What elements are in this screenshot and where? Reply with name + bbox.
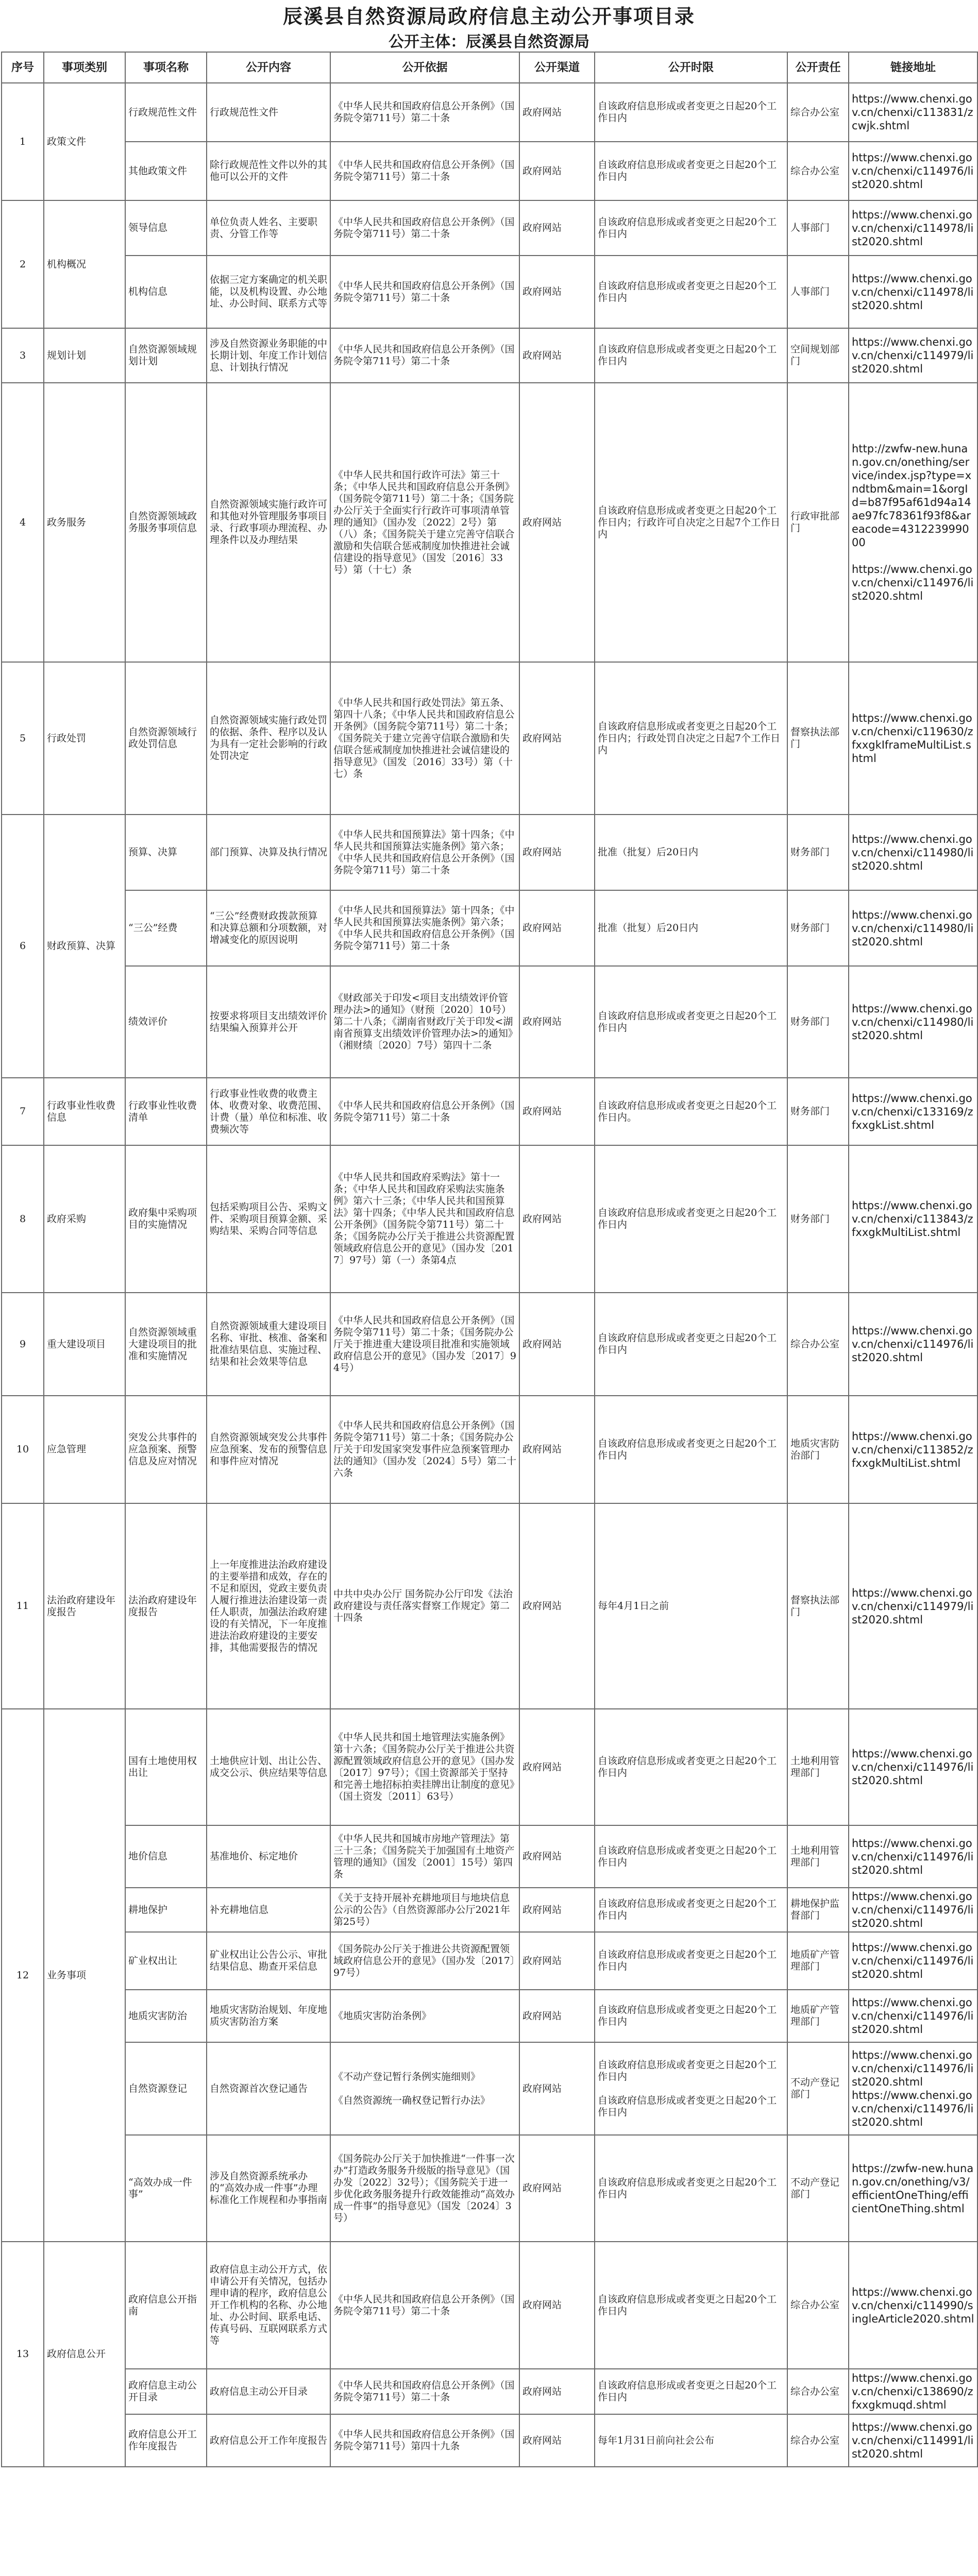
item-name-cell: 政府信息公开指南 xyxy=(125,2242,207,2369)
link-cell[interactable]: https://www.chenxi.gov.cn/chenxi/c114990/singleArticle2020.shtml xyxy=(849,2242,977,2369)
duty-cell: 行政审批部门 xyxy=(787,383,849,662)
table-row xyxy=(2,2369,977,2414)
channel-cell: 政府网站 xyxy=(519,1709,595,1825)
content-cell: 矿业权出让公告公示、审批结果信息、勘查开采信息 xyxy=(207,1932,330,1990)
basis-cell: 中共中央办公厅 国务院办公厅印发《法治政府建设与责任落实督察工作规定》第二十四条 xyxy=(330,1503,519,1709)
basis-cell: 《中华人民共和国城市房地产管理法》第三十三条；《国务院关于加强国有土地资产管理的通知》（国发〔2001〕15号）第四条 xyxy=(330,1825,519,1888)
basis-cell: 《中华人民共和国预算法》第十四条；《中华人民共和国预算法实施条例》第六条；《中华人民共和国政府信息公开条例》（国务院令第711号）第二十条 xyxy=(330,815,519,890)
col-header-link: 链接地址 xyxy=(849,52,977,83)
item-name-cell: 耕地保护 xyxy=(125,1888,207,1932)
table-row xyxy=(2,1145,977,1293)
basis-cell: 《中华人民共和国政府信息公开条例》（国务院令第711号）第二十条 xyxy=(330,1078,519,1145)
basis-cell: 《中华人民共和国政府信息公开条例》（国务院令第711号）第二十条 xyxy=(330,142,519,200)
basis-cell: 《中华人民共和国政府信息公开条例》（国务院令第711号）第四十九条 xyxy=(330,2414,519,2467)
channel-cell: 政府网站 xyxy=(519,83,595,142)
basis-cell: 《国务院办公厅关于推进公共资源配置领域政府信息公开的意见》（国办发〔2017〕97号） xyxy=(330,1932,519,1990)
duty-cell: 综合办公室 xyxy=(787,2369,849,2414)
deadline-cell: 批准（批复）后20日内 xyxy=(595,890,787,966)
col-header-no: 序号 xyxy=(2,52,44,83)
row-number-cell: 9 xyxy=(2,1293,44,1396)
duty-cell: 督察执法部门 xyxy=(787,662,849,815)
category-cell: 重大建设项目 xyxy=(44,1293,125,1396)
content-cell: 单位负责人姓名、主要职责、分管工作等 xyxy=(207,200,330,256)
category-cell: 财政预算、决算 xyxy=(44,815,125,1078)
item-name-cell: 自然资源领域政务服务事项信息 xyxy=(125,383,207,662)
content-cell: 自然资源首次登记通告 xyxy=(207,2042,330,2135)
basis-cell: 《财政部关于印发<项目支出绩效评价管理办法>的通知》（财预〔2020〕10号）第二十八条；《湖南省财政厅关于印发<湖南省预算支出绩效评价管理办法>的通知》（湘财绩〔2020〕7号）第四十二条 xyxy=(330,966,519,1078)
item-name-cell: 政府信息公开工作年度报告 xyxy=(125,2414,207,2467)
item-name-cell: 地价信息 xyxy=(125,1825,207,1888)
duty-cell: 财务部门 xyxy=(787,815,849,890)
link-cell[interactable]: https://www.chenxi.gov.cn/chenxi/c114980/list2020.shtml xyxy=(849,815,977,890)
category-cell: 业务事项 xyxy=(44,1709,125,2242)
table-row xyxy=(2,1932,977,1990)
table-row xyxy=(2,1293,977,1396)
item-name-cell: 机构信息 xyxy=(125,256,207,328)
basis-cell: 《中华人民共和国行政处罚法》第五条、第四十八条；《中华人民共和国政府信息公开条例》（国务院令第711号）第二十条；《国务院关于建立完善守信联合激励和失信联合惩戒制度加快推进社会诚信建设的指导意见》（国发〔2016〕33号）第（十七）条 xyxy=(330,662,519,815)
category-cell: 政府采购 xyxy=(44,1145,125,1293)
content-cell: 涉及自然资源系统承办的“高效办成一件事”办理标准化工作规程和办事指南 xyxy=(207,2135,330,2242)
link-cell[interactable]: https://www.chenxi.gov.cn/chenxi/c114976/list2020.shtml xyxy=(849,1293,977,1396)
table-row xyxy=(2,1396,977,1503)
duty-cell: 综合办公室 xyxy=(787,1293,849,1396)
duty-cell: 地质灾害防治部门 xyxy=(787,1396,849,1503)
col-header-name: 事项名称 xyxy=(125,52,207,83)
item-name-cell: 突发公共事件的应急预案、预警信息及应对情况 xyxy=(125,1396,207,1503)
item-name-cell: 自然资源领域规划计划 xyxy=(125,328,207,383)
item-name-cell: 矿业权出让 xyxy=(125,1932,207,1990)
table-row xyxy=(2,1888,977,1932)
link-cell[interactable]: http://zwfw-new.hunan.gov.cn/onething/service/index.jsp?type=xndtbm&main=1&orgId=b87f95af61d94a14ae97fc78361f93f8&areacode=431223999000 https://www.chenxi.gov.cn/chenxi/c114976/list2020.shtml xyxy=(849,383,977,662)
item-name-cell: “三公”经费 xyxy=(125,890,207,966)
content-cell: 包括采购项目公告、采购文件、采购项目预算金额、采购结果、采购合同等信息 xyxy=(207,1145,330,1293)
link-cell[interactable]: https://www.chenxi.gov.cn/chenxi/c138690/zfxxgkmuqd.shtml xyxy=(849,2369,977,2414)
duty-cell: 督察执法部门 xyxy=(787,1503,849,1709)
channel-cell: 政府网站 xyxy=(519,2242,595,2369)
channel-cell: 政府网站 xyxy=(519,1396,595,1503)
deadline-cell: 自该政府信息形成或者变更之日起20个工作日内；行政许可自决定之日起7个工作日内 xyxy=(595,383,787,662)
basis-cell: 《国务院办公厅关于加快推进“一件事一次办”打造政务服务升级版的指导意见》（国办发〔2022〕32号）；《国务院关于进一步优化政务服务提升行政效能推动“高效办成一件事”的指导意见》（国发〔2024〕3号） xyxy=(330,2135,519,2242)
deadline-cell: 自该政府信息形成或者变更之日起20个工作日内 xyxy=(595,2242,787,2369)
row-number-cell: 11 xyxy=(2,1503,44,1709)
category-cell: 法治政府建设年度报告 xyxy=(44,1503,125,1709)
deadline-cell: 批准（批复）后20日内 xyxy=(595,815,787,890)
channel-cell: 政府网站 xyxy=(519,966,595,1078)
table-row xyxy=(2,200,977,256)
table-row xyxy=(2,890,977,966)
link-cell[interactable]: https://www.chenxi.gov.cn/chenxi/c114976/list2020.shtml xyxy=(849,1932,977,1990)
table-row xyxy=(2,966,977,1078)
table-row xyxy=(2,2242,977,2369)
content-cell: 政府信息主动公开方式，依申请公开有关情况，包括办理申请的程序，政府信息公开工作机构的名称、办公地址、办公时间、联系电话、传真号码、互联网联系方式等 xyxy=(207,2242,330,2369)
content-cell: 涉及自然资源业务职能的中长期计划、年度工作计划信息、计划执行情况 xyxy=(207,328,330,383)
content-cell: 自然资源领域实施行政处罚的依据、条件、程序以及认为具有一定社会影响的行政处罚决定 xyxy=(207,662,330,815)
category-cell: 应急管理 xyxy=(44,1396,125,1503)
duty-cell: 地质矿产管理部门 xyxy=(787,1990,849,2042)
category-cell: 行政处罚 xyxy=(44,662,125,815)
link-cell[interactable]: https://www.chenxi.gov.cn/chenxi/c114976/list2020.shtml xyxy=(849,1825,977,1888)
content-cell: 土地供应计划、出让公告、成交公示、供应结果等信息 xyxy=(207,1709,330,1825)
channel-cell: 政府网站 xyxy=(519,2135,595,2242)
basis-cell: 《不动产登记暂行条例实施细则》 《自然资源统一确权登记暂行办法》 xyxy=(330,2042,519,2135)
duty-cell: 人事部门 xyxy=(787,200,849,256)
col-header-duty: 公开责任 xyxy=(787,52,849,83)
category-cell: 政府信息公开 xyxy=(44,2242,125,2467)
basis-cell: 《中华人民共和国政府采购法》第十一条；《中华人民共和国政府采购法实施条例》第六十三条；《中华人民共和国预算法》第十四条；《中华人民共和国政府信息公开条例》（国务院令第711号）第二十条；《国务院办公厅关于推进公共资源配置领域政府信息公开的意见》（国办发〔2017〕97号）第（一）条第4点 xyxy=(330,1145,519,1293)
deadline-cell: 自该政府信息形成或者变更之日起20个工作日内 xyxy=(595,256,787,328)
deadline-cell: 自该政府信息形成或者变更之日起20个工作日内；行政处罚自决定之日起7个工作日内 xyxy=(595,662,787,815)
deadline-cell: 自该政府信息形成或者变更之日起20个工作日内 xyxy=(595,142,787,200)
table-header-row xyxy=(2,52,977,83)
link-cell[interactable]: https://www.chenxi.gov.cn/chenxi/c113852/zfxxgkMultiList.shtml xyxy=(849,1396,977,1503)
col-header-deadline: 公开时限 xyxy=(595,52,787,83)
duty-cell: 综合办公室 xyxy=(787,142,849,200)
item-name-cell: 自然资源登记 xyxy=(125,2042,207,2135)
table-row xyxy=(2,1825,977,1888)
basis-cell: 《中华人民共和国政府信息公开条例》（国务院令第711号）第二十条 xyxy=(330,2369,519,2414)
row-number-cell: 10 xyxy=(2,1396,44,1503)
row-number-cell: 13 xyxy=(2,2242,44,2467)
duty-cell: 财务部门 xyxy=(787,966,849,1078)
basis-cell: 《中华人民共和国政府信息公开条例》（国务院令第711号）第二十条 xyxy=(330,200,519,256)
link-cell[interactable]: https://www.chenxi.gov.cn/chenxi/c114979/list2020.shtml xyxy=(849,1503,977,1709)
item-name-cell: 自然资源领域行政处罚信息 xyxy=(125,662,207,815)
channel-cell: 政府网站 xyxy=(519,256,595,328)
category-cell: 行政事业性收费信息 xyxy=(44,1078,125,1145)
deadline-cell: 自该政府信息形成或者变更之日起20个工作日内 xyxy=(595,83,787,142)
deadline-cell: 自该政府信息形成或者变更之日起20个工作日内 xyxy=(595,328,787,383)
channel-cell: 政府网站 xyxy=(519,328,595,383)
category-cell: 规划计划 xyxy=(44,328,125,383)
content-cell: 除行政规范性文件以外的其他可以公开的文件 xyxy=(207,142,330,200)
item-name-cell: 行政规范性文件 xyxy=(125,83,207,142)
link-cell[interactable]: https://www.chenxi.gov.cn/chenxi/c119630/zfxxgkIframeMultiList.shtml xyxy=(849,662,977,815)
content-cell: 部门预算、决算及执行情况 xyxy=(207,815,330,890)
row-number-cell: 4 xyxy=(2,383,44,662)
item-name-cell: 政府信息主动公开目录 xyxy=(125,2369,207,2414)
link-cell[interactable]: https://www.chenxi.gov.cn/chenxi/c114980/list2020.shtml xyxy=(849,966,977,1078)
link-cell[interactable]: https://www.chenxi.gov.cn/chenxi/c114976/list2020.shtml xyxy=(849,1709,977,1825)
table-row xyxy=(2,2042,977,2135)
channel-cell: 政府网站 xyxy=(519,1145,595,1293)
link-cell[interactable]: https://www.chenxi.gov.cn/chenxi/c114976/list2020.shtml xyxy=(849,1990,977,2042)
duty-cell: 土地利用管理部门 xyxy=(787,1709,849,1825)
content-cell: 上一年度推进法治政府建设的主要举措和成效，存在的不足和原因，党政主要负责人履行推进法治建设第一责任人职责，加强法治政府建设的有关情况，下一年度推进法治政府建设的主要安排，其他需要报告的情况 xyxy=(207,1503,330,1709)
content-cell: 自然资源领域实施行政许可和其他对外管理服务事项目录、行政事项办理流程、办理条件以及办理结果 xyxy=(207,383,330,662)
table-row xyxy=(2,1990,977,2042)
deadline-cell: 自该政府信息形成或者变更之日起20个工作日内 xyxy=(595,1990,787,2042)
basis-cell: 《中华人民共和国政府信息公开条例》（国务院令第711号）第二十条 xyxy=(330,2242,519,2369)
table-row xyxy=(2,383,977,662)
table-row xyxy=(2,1078,977,1145)
basis-cell: 《中华人民共和国政府信息公开条例》（国务院令第711号）第二十条 xyxy=(330,256,519,328)
deadline-cell: 自该政府信息形成或者变更之日起20个工作日内 xyxy=(595,2135,787,2242)
table-row xyxy=(2,83,977,142)
item-name-cell: 预算、决算 xyxy=(125,815,207,890)
row-number-cell: 3 xyxy=(2,328,44,383)
duty-cell: 空间规划部门 xyxy=(787,328,849,383)
row-number-cell: 6 xyxy=(2,815,44,1078)
deadline-cell: 自该政府信息形成或者变更之日起20个工作日内 xyxy=(595,1145,787,1293)
content-cell: 自然资源领域突发公共事件应急预案、发布的预警信息和事件应对情况 xyxy=(207,1396,330,1503)
content-cell: 行政事业性收费的收费主体、收费对象、收费范围、计费（量）单位和标准、收费频次等 xyxy=(207,1078,330,1145)
table-row xyxy=(2,2135,977,2242)
table-row xyxy=(2,2414,977,2467)
link-cell[interactable]: https://zwfw-new.hunan.gov.cn/onething/v3/efficientOneThing/efficientOneThing.shtml xyxy=(849,2135,977,2242)
table-row xyxy=(2,1503,977,1709)
link-cell[interactable]: https://www.chenxi.gov.cn/chenxi/c114978/list2020.shtml xyxy=(849,200,977,256)
duty-cell: 财务部门 xyxy=(787,890,849,966)
table-row xyxy=(2,256,977,328)
item-name-cell: 地质灾害防治 xyxy=(125,1990,207,2042)
item-name-cell: 其他政策文件 xyxy=(125,142,207,200)
duty-cell: 地质矿产管理部门 xyxy=(787,1932,849,1990)
item-name-cell: 绩效评价 xyxy=(125,966,207,1078)
deadline-cell: 自该政府信息形成或者变更之日起20个工作日内 xyxy=(595,1932,787,1990)
channel-cell: 政府网站 xyxy=(519,1932,595,1990)
duty-cell: 综合办公室 xyxy=(787,83,849,142)
channel-cell: 政府网站 xyxy=(519,890,595,966)
link-cell[interactable]: https://www.chenxi.gov.cn/chenxi/c114979/list2020.shtml xyxy=(849,328,977,383)
duty-cell: 综合办公室 xyxy=(787,2242,849,2369)
item-name-cell: 政府集中采购项目的实施情况 xyxy=(125,1145,207,1293)
channel-cell: 政府网站 xyxy=(519,1825,595,1888)
duty-cell: 财务部门 xyxy=(787,1145,849,1293)
channel-cell: 政府网站 xyxy=(519,142,595,200)
table-row xyxy=(2,142,977,200)
deadline-cell: 自该政府信息形成或者变更之日起20个工作日内 xyxy=(595,1396,787,1503)
basis-cell: 《中华人民共和国行政许可法》第三十条；《中华人民共和国政府信息公开条例》（国务院令第711号）第二十条；《国务院办公厅关于全面实行行政许可事项清单管理的通知》（国办发〔2022〕2号）第（八）条；《国务院关于建立完善守信联合激励和失信联合惩戒制度加快推进社会诚信建设的指导意见》（国发〔2016〕33号）第（十七）条 xyxy=(330,383,519,662)
content-cell: 按要求将项目支出绩效评价结果编入预算并公开 xyxy=(207,966,330,1078)
duty-cell: 耕地保护监督部门 xyxy=(787,1888,849,1932)
item-name-cell: 行政事业性收费清单 xyxy=(125,1078,207,1145)
deadline-cell: 自该政府信息形成或者变更之日起20个工作日内 xyxy=(595,1888,787,1932)
duty-cell: 土地利用管理部门 xyxy=(787,1825,849,1888)
content-cell: 地质灾害防治规划、年度地质灾害防治方案 xyxy=(207,1990,330,2042)
table-row xyxy=(2,662,977,815)
channel-cell: 政府网站 xyxy=(519,2369,595,2414)
deadline-cell: 自该政府信息形成或者变更之日起20个工作日内 自该政府信息形成或者变更之日起20个工作日内 xyxy=(595,2042,787,2135)
content-cell: 行政规范性文件 xyxy=(207,83,330,142)
col-header-content: 公开内容 xyxy=(207,52,330,83)
duty-cell: 人事部门 xyxy=(787,256,849,328)
item-name-cell: 自然资源领域重大建设项目的批准和实施情况 xyxy=(125,1293,207,1396)
deadline-cell: 自该政府信息形成或者变更之日起20个工作日内 xyxy=(595,2369,787,2414)
deadline-cell: 自该政府信息形成或者变更之日起20个工作日内 xyxy=(595,200,787,256)
page-subtitle: 公开主体：辰溪县自然资源局 xyxy=(389,33,589,51)
content-cell: 自然资源领域重大建设项目名称、审批、核准、备案和批准结果信息、实施过程、结果和社会效果等信息 xyxy=(207,1293,330,1396)
channel-cell: 政府网站 xyxy=(519,2042,595,2135)
duty-cell: 不动产登记部门 xyxy=(787,2042,849,2135)
basis-cell: 《中华人民共和国政府信息公开条例》（国务院令第711号）第二十条；《国务院办公厅关于印发国家突发事件应急预案管理办法的通知》（国办发〔2024〕5号）第二十六条 xyxy=(330,1396,519,1503)
link-cell[interactable]: https://www.chenxi.gov.cn/chenxi/c133169/zfxxgkList.shtml xyxy=(849,1078,977,1145)
deadline-cell: 自该政府信息形成或者变更之日起20个工作日内 xyxy=(595,1825,787,1888)
link-cell[interactable]: https://www.chenxi.gov.cn/chenxi/c114980/list2020.shtml xyxy=(849,890,977,966)
link-cell[interactable]: https://www.chenxi.gov.cn/chenxi/c114976/list2020.shtml xyxy=(849,142,977,200)
category-cell: 政策文件 xyxy=(44,83,125,200)
content-cell: 补充耕地信息 xyxy=(207,1888,330,1932)
row-number-cell: 12 xyxy=(2,1709,44,2242)
table-row xyxy=(2,1709,977,1825)
channel-cell: 政府网站 xyxy=(519,2414,595,2467)
row-number-cell: 7 xyxy=(2,1078,44,1145)
row-number-cell: 1 xyxy=(2,83,44,200)
duty-cell: 财务部门 xyxy=(787,1078,849,1145)
link-cell[interactable]: https://www.chenxi.gov.cn/chenxi/c114991/list2020.shtml xyxy=(849,2414,977,2467)
content-cell: 依据三定方案确定的机关职能，以及机构设置、办公地址、办公时间、联系方式等 xyxy=(207,256,330,328)
channel-cell: 政府网站 xyxy=(519,383,595,662)
col-header-category: 事项类别 xyxy=(44,52,125,83)
duty-cell: 不动产登记部门 xyxy=(787,2135,849,2242)
channel-cell: 政府网站 xyxy=(519,1888,595,1932)
category-cell: 政务服务 xyxy=(44,383,125,662)
table-row xyxy=(2,328,977,383)
deadline-cell: 每年1月31日前向社会公布 xyxy=(595,2414,787,2467)
table-row xyxy=(2,815,977,890)
table-body xyxy=(2,83,977,2467)
row-number-cell: 5 xyxy=(2,662,44,815)
channel-cell: 政府网站 xyxy=(519,1990,595,2042)
content-cell: 政府信息主动公开目录 xyxy=(207,2369,330,2414)
content-cell: 政府信息公开工作年度报告 xyxy=(207,2414,330,2467)
channel-cell: 政府网站 xyxy=(519,815,595,890)
item-name-cell: “高效办成一件事” xyxy=(125,2135,207,2242)
col-header-channel: 公开渠道 xyxy=(519,52,595,83)
item-name-cell: 法治政府建设年度报告 xyxy=(125,1503,207,1709)
basis-cell: 《地质灾害防治条例》 xyxy=(330,1990,519,2042)
row-number-cell: 2 xyxy=(2,200,44,328)
deadline-cell: 自该政府信息形成或者变更之日起20个工作日内 xyxy=(595,1293,787,1396)
link-cell[interactable]: https://www.chenxi.gov.cn/chenxi/c113831/zcwjk.shtml xyxy=(849,83,977,142)
basis-cell: 《中华人民共和国政府信息公开条例》（国务院令第711号）第二十条 xyxy=(330,328,519,383)
channel-cell: 政府网站 xyxy=(519,662,595,815)
catalog-table xyxy=(1,52,978,2467)
content-cell: “三公”经费财政拨款预算和决算总额和分项数额，对增减变化的原因说明 xyxy=(207,890,330,966)
channel-cell: 政府网站 xyxy=(519,1293,595,1396)
basis-cell: 《中华人民共和国预算法》第十四条；《中华人民共和国预算法实施条例》第六条；《中华人民共和国政府信息公开条例》（国务院令第711号）第二十条 xyxy=(330,890,519,966)
basis-cell: 《中华人民共和国政府信息公开条例》（国务院令第711号）第二十条；《国务院办公厅关于推进重大建设项目批准和实施领域政府信息公开的意见》（国办发〔2017〕94号） xyxy=(330,1293,519,1396)
link-cell[interactable]: https://www.chenxi.gov.cn/chenxi/c113843/zfxxgkMultiList.shtml xyxy=(849,1145,977,1293)
link-cell[interactable]: https://www.chenxi.gov.cn/chenxi/c114976/list2020.shtml xyxy=(849,1888,977,1932)
duty-cell: 综合办公室 xyxy=(787,2414,849,2467)
channel-cell: 政府网站 xyxy=(519,1078,595,1145)
channel-cell: 政府网站 xyxy=(519,200,595,256)
link-cell[interactable]: https://www.chenxi.gov.cn/chenxi/c114976/list2020.shtml https://www.chenxi.gov.cn/chenxi/c114976/list2020.shtml xyxy=(849,2042,977,2135)
category-cell: 机构概况 xyxy=(44,200,125,328)
basis-cell: 《关于支持开展补充耕地项目与地块信息公示的公告》（自然资源部办公厅2021年第25号） xyxy=(330,1888,519,1932)
channel-cell: 政府网站 xyxy=(519,1503,595,1709)
col-header-basis: 公开依据 xyxy=(330,52,519,83)
deadline-cell: 每年4月1日之前 xyxy=(595,1503,787,1709)
item-name-cell: 国有土地使用权出让 xyxy=(125,1709,207,1825)
deadline-cell: 自该政府信息形成或者变更之日起20个工作日内。 xyxy=(595,1078,787,1145)
row-number-cell: 8 xyxy=(2,1145,44,1293)
deadline-cell: 自该政府信息形成或者变更之日起20个工作日内 xyxy=(595,1709,787,1825)
page-title: 辰溪县自然资源局政府信息主动公开事项目录 xyxy=(282,4,695,28)
basis-cell: 《中华人民共和国政府信息公开条例》（国务院令第711号）第二十条 xyxy=(330,83,519,142)
item-name-cell: 领导信息 xyxy=(125,200,207,256)
content-cell: 基准地价、标定地价 xyxy=(207,1825,330,1888)
deadline-cell: 自该政府信息形成或者变更之日起20个工作日内 xyxy=(595,966,787,1078)
link-cell[interactable]: https://www.chenxi.gov.cn/chenxi/c114978/list2020.shtml xyxy=(849,256,977,328)
basis-cell: 《中华人民共和国土地管理法实施条例》第十六条；《国务院办公厅关于推进公共资源配置领域政府信息公开的意见》（国办发〔2017〕97号）；《国土资源部关于坚持和完善土地招标拍卖挂牌出让制度的意见》（国土资发〔2011〕63号） xyxy=(330,1709,519,1825)
